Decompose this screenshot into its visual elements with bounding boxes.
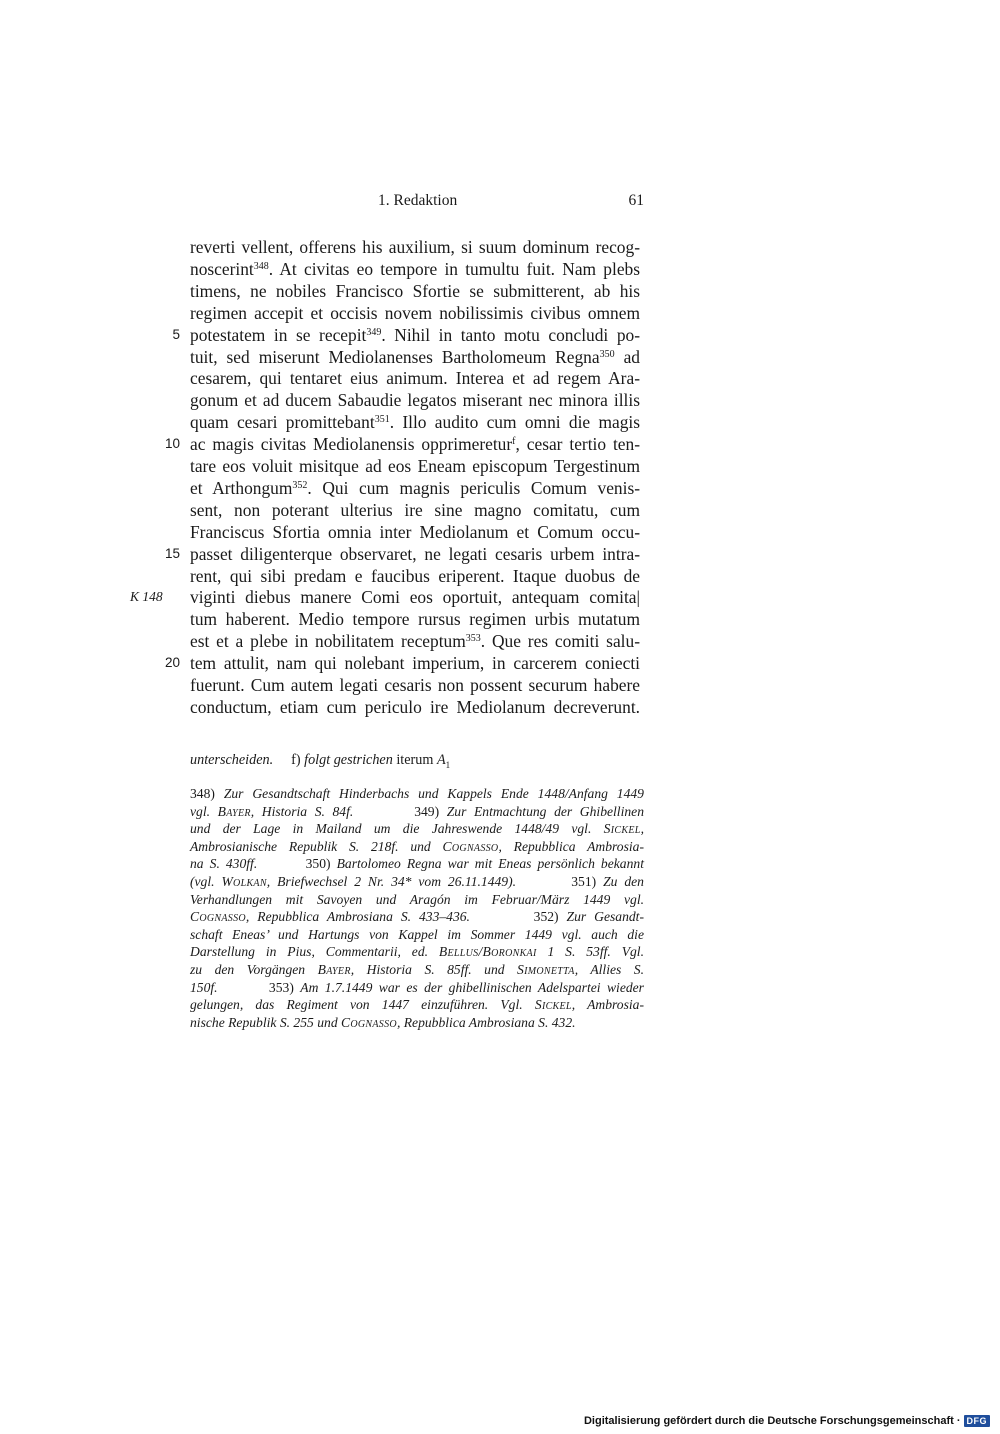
text-line: [190, 565, 640, 587]
footnote-ref: 350: [599, 349, 615, 360]
text-segment: cesarem, qui tentaret eius animum. Interea et ad regem Ara-: [190, 368, 640, 388]
footnote-text: Zu den: [603, 873, 644, 889]
text-segment: gonum et ad ducem Sabaudie legatos miserant nec minora illis: [190, 390, 640, 410]
dfg-logo: DFG: [964, 1415, 991, 1427]
footnote-text: Am 1.7.1449 war es der ghibellinischen Adelspartei wieder: [300, 979, 644, 995]
section-title: 1. Redaktion: [378, 192, 458, 209]
footnote-ref: 351: [374, 414, 390, 425]
text-segment: reverti vellent, offerens his auxilium, si suum dominum recog-: [190, 237, 640, 257]
text-segment: ac magis civitas Mediolanensis opprimeretur: [190, 434, 513, 454]
footnote-ref: f: [512, 436, 516, 447]
text-segment: timens, ne nobiles Francisco Sfortie se submitterent, ab his: [190, 281, 640, 301]
text-line: [190, 346, 640, 368]
text-segment: tum haberent. Medio tempore rursus regimen urbis mutatum: [190, 609, 640, 629]
text-line: [190, 280, 640, 302]
apparatus-siglum: A: [436, 752, 446, 768]
text-line: [190, 499, 640, 521]
text-segment: . Nihil in tanto motu concludi po-: [381, 325, 641, 345]
running-header: [190, 192, 646, 214]
footnote-text: Verhandlungen mit Savoyen und Aragón im Februar/März 1449 vgl.: [190, 891, 644, 907]
author-name: Bayer: [217, 803, 251, 819]
footnote-line: [190, 873, 644, 891]
text-line: [190, 367, 640, 389]
footnote-line: [190, 855, 644, 873]
footnote-line: [190, 838, 644, 856]
footnote-text: , Historia S. 85ff. und: [350, 961, 518, 977]
text-line: [190, 674, 640, 696]
apparatus-word: unterscheiden.: [190, 752, 274, 768]
text-line: [190, 389, 640, 411]
text-segment: conductum, etiam cum periculo ire Mediolanum decreverunt.: [190, 697, 640, 717]
footnote-text: , Allies S.: [574, 961, 644, 977]
footnote-text: na S. 430ff.: [190, 856, 306, 872]
footnote-text: Darstellung in Pius, Commentarii, ed.: [190, 944, 439, 960]
footnote-text: schaft Eneas’ und Hartungs von Kappel im Sommer 1449 vgl. auch die: [190, 926, 644, 942]
apparatus-f-label: f): [291, 752, 301, 768]
footnote-line: [190, 891, 644, 909]
text-segment: tuit, sed miserunt Mediolanenses Bartholomeum Regna: [190, 347, 600, 367]
footnote-text: , Briefwechsel 2 Nr. 34* vom 26.11.1449).: [266, 873, 572, 889]
footnote-text: Zur Gesandtschaft Hinderbachs und Kappels Ende 1448/Anfang 1449: [223, 786, 644, 801]
text-line: [190, 411, 640, 433]
text-segment: sent, non poterant ulterius ire sine magno comitatu, cum: [190, 500, 640, 520]
text-line: [190, 586, 640, 608]
margin-reference: K 148: [130, 589, 163, 604]
footnote-ref: 349: [366, 327, 382, 338]
footnote-number: 348): [190, 786, 224, 801]
author-name: Bayer: [317, 961, 351, 977]
apparatus-f-text: folgt gestrichen: [304, 752, 393, 768]
text-line: [190, 455, 640, 477]
text-segment: . Illo audito cum omni die magis: [389, 412, 641, 432]
text-segment: , cesar tertio ten-: [515, 434, 640, 454]
footnote-text: gelungen, das Regiment von 1447 einzuführen. Vgl.: [190, 997, 535, 1013]
footnote-line: [190, 1014, 644, 1032]
text-segment: passet diligenterque observaret, ne legati cesaris urbem intra-: [190, 544, 640, 564]
author-name: Cognasso: [190, 909, 246, 925]
footnote-line: [190, 926, 644, 944]
footnote-text: Ambrosianische Republik S. 218f. und: [190, 838, 443, 854]
text-segment: ad: [614, 347, 640, 367]
footnote-ref: 353: [465, 633, 481, 644]
footnote-number: 350): [305, 856, 337, 872]
footnote-ref: 352: [292, 480, 308, 491]
footnote-line: [190, 820, 644, 838]
line-number: 20: [164, 655, 180, 670]
footnote-text: nische Republik S. 255 und: [190, 1014, 342, 1030]
text-line: [190, 324, 640, 346]
footnote-text: , Repubblica Ambrosia-: [498, 838, 644, 854]
footnote-text: 1 S. 53ff. Vgl.: [536, 944, 644, 960]
text-segment: tem attulit, nam qui nolebant imperium, in carcerem coniecti: [190, 653, 640, 673]
footnote-line: [190, 803, 644, 821]
footnote-text: ,: [640, 821, 644, 837]
footnote-line: [190, 943, 644, 961]
footnote-text: Zur Entmachtung der Ghibellinen: [446, 803, 644, 819]
text-segment: . Que res comiti salu-: [480, 631, 640, 651]
author-name: Cognasso: [341, 1014, 397, 1030]
author-name: Sickel: [603, 821, 641, 837]
page-number: 61: [628, 192, 644, 209]
text-line: [190, 630, 640, 652]
footnote-line: [190, 961, 644, 979]
text-line: [190, 236, 640, 258]
text-segment: rent, qui sibi predam e faucibus eriperent. Itaque duobus de: [190, 566, 640, 586]
footnote-text: zu den Vorgängen: [190, 961, 318, 977]
text-segment: tare eos voluit misitque ad eos Eneam episcopum Tergestinum: [190, 456, 640, 476]
footnote-text: und der Lage in Mailand um die Jahreswende 1448/49 vgl.: [190, 821, 604, 837]
author-name: Cognasso: [442, 838, 499, 854]
author-name: Bellus/Boronkai: [438, 944, 537, 960]
apparatus-f-word: iterum: [396, 752, 434, 768]
text-segment: Franciscus Sfortia omnia inter Mediolanum et Comum occu-: [190, 522, 640, 542]
text-line: [190, 258, 640, 280]
footnote-line: [190, 996, 644, 1014]
author-name: Simonetta: [517, 961, 575, 977]
footnote-text: 150f.: [190, 979, 269, 995]
text-line: [190, 608, 640, 630]
footnote-text: Bartolomeo Regna war mit Eneas persönlich bekannt: [336, 856, 644, 872]
banner-text: Digitalisierung gefördert durch die Deutsche Forschungsgemeinschaft ·: [583, 1415, 961, 1427]
footnote-text: , Repubblica Ambrosiana S. 433–436.: [245, 909, 534, 925]
line-number: 15: [164, 546, 180, 561]
footnote-text: , Repubblica Ambrosiana S. 432.: [396, 1014, 576, 1030]
footnote-number: 352): [533, 909, 567, 925]
text-segment: et Arthongum: [190, 478, 293, 498]
footnote-number: 351): [571, 873, 604, 889]
footnote-text: vgl.: [190, 803, 218, 819]
text-segment: viginti diebus manere Comi eos oportuit, antequam comita|: [190, 587, 640, 607]
footnote-number: 353): [268, 979, 301, 995]
footnote-text: , Ambrosia-: [571, 997, 644, 1013]
footnote-number: 349): [414, 803, 447, 819]
text-segment: . At civitas eo tempore in tumultu fuit. Nam plebs: [268, 259, 640, 279]
text-line: [190, 696, 640, 718]
footnote-text: (vgl.: [190, 873, 222, 889]
text-segment: noscerint: [190, 259, 254, 279]
line-number: 10: [164, 436, 180, 451]
dfg-banner: [584, 1412, 990, 1430]
text-line: [190, 652, 640, 674]
author-name: Sickel: [534, 997, 572, 1013]
footnote-ref: 348: [253, 261, 269, 272]
text-line: [190, 302, 640, 324]
text-segment: potestatem in se recepit: [190, 325, 367, 345]
text-segment: . Qui cum magnis periculis Comum venis-: [307, 478, 640, 498]
line-number: 5: [172, 327, 180, 342]
text-line: [190, 433, 640, 455]
text-segment: quam cesari promittebant: [190, 412, 375, 432]
text-line: [190, 521, 640, 543]
footnote-line: [190, 908, 644, 926]
text-segment: est et a plebe in nobilitatem receptum: [190, 631, 466, 651]
text-segment: regimen accepit et occisis novem nobilissimis civibus omnem: [190, 303, 640, 323]
footnotes: [190, 785, 644, 1031]
apparatus-siglum-sub: 1: [445, 759, 451, 770]
author-name: Wolkan: [221, 873, 267, 889]
text-line: [190, 477, 640, 499]
footnote-line: [190, 785, 644, 803]
footnote-text: , Historia S. 84f.: [250, 803, 415, 819]
critical-apparatus: [190, 752, 650, 770]
text-segment: fuerunt. Cum autem legati cesaris non possent securum habere: [190, 675, 640, 695]
footnote-line: [190, 979, 644, 997]
footnote-text: Zur Gesandt-: [566, 909, 644, 925]
text-line: [190, 543, 640, 565]
